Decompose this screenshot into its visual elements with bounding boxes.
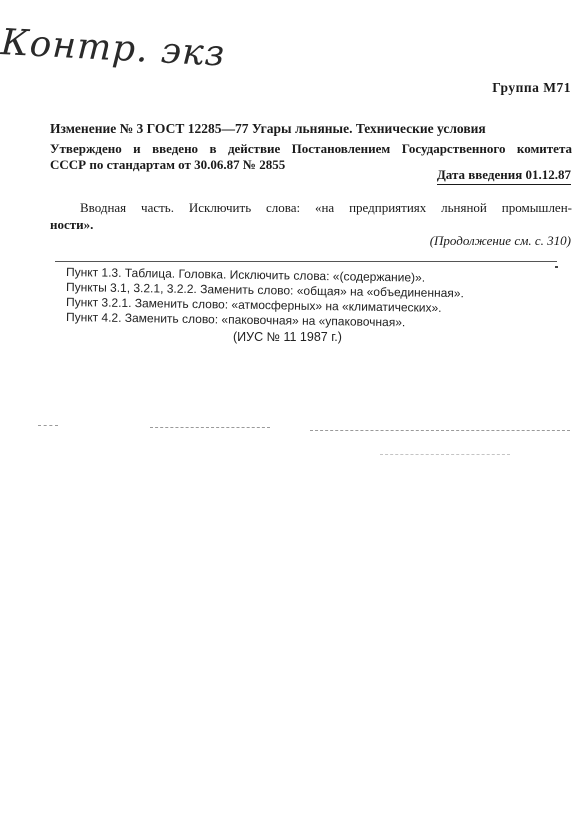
intro-line-1: Вводная часть. Исключить слова: «на предприятиях льняной промышлен-: [80, 200, 572, 215]
intro-paragraph: [50, 199, 572, 233]
amendment-item: Пункт 3.2.1. Заменить слово: «атмосферных» на «климатических».: [65, 295, 442, 315]
scan-artifact-line: [38, 425, 58, 426]
scan-speck: [555, 266, 558, 268]
handwritten-control-copy-note: Контр. экз: [0, 22, 227, 75]
approval-line-2: СССР по стандартам от 30.06.87 № 2855: [50, 157, 286, 172]
ius-reference: (ИУС № 11 1987 г.): [233, 330, 342, 344]
amendment-item: Пункт 1.3. Таблица. Головка. Исключить слова: «(содержание)».: [65, 265, 426, 285]
amendment-title: Изменение № 3 ГОСТ 12285—77 Угары льняные. Технические условия: [50, 121, 486, 136]
scan-artifact-line: [380, 454, 510, 455]
scan-artifact-line: [310, 430, 570, 431]
amendment-item: Пункты 3.1, 3.2.1, 3.2.2. Заменить слово: «общая» на «объединенная».: [65, 280, 464, 301]
group-code: Группа М71: [492, 80, 571, 95]
scan-artifact-line: [150, 427, 270, 428]
effective-date: Дата введения 01.12.87: [437, 167, 571, 185]
intro-line-2: ности».: [50, 217, 94, 232]
amendment-items: [65, 265, 464, 330]
amendment-item: Пункт 4.2. Заменить слово: «паковочная» на «упаковочная».: [65, 310, 406, 330]
approval-line-1: Утверждено и введено в действие Постановлением Государственного комитета: [50, 141, 572, 156]
continued-on-page-note: (Продолжение см. с. 310): [429, 233, 571, 248]
separator-rule: [55, 261, 557, 262]
